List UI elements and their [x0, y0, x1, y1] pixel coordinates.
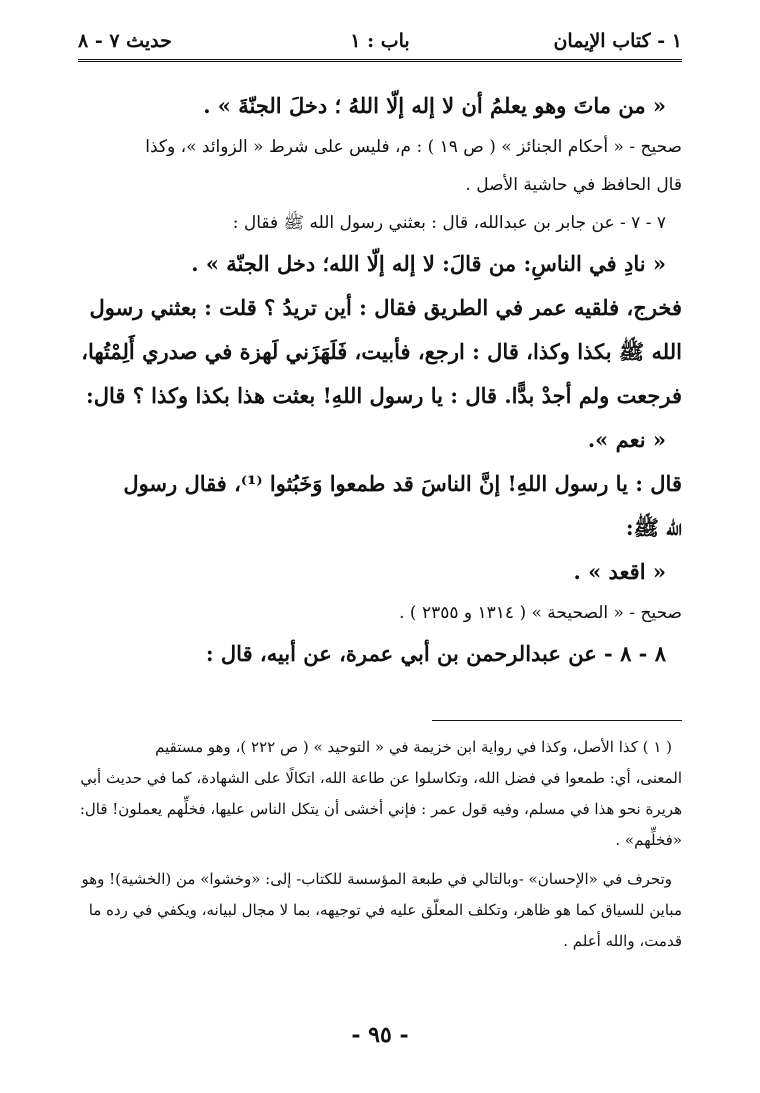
header-rule	[78, 59, 682, 62]
text-line: الله ﷺ بكذا وكذا، قال : ارجع، فأبيت، فَلَهَزَني لَهزة في صدري أَلِمْتُها،	[81, 339, 682, 364]
footnote-line: هريرة نحو هذا في مسلم، وفيه قول عمر : فإني أخشى أن يتكل الناس عليها، فخلِّهم يعملون! قال:	[79, 800, 682, 818]
page-number: - ٩٥ -	[351, 1022, 409, 1048]
footnote-line: المعنى، أي: طمعوا في فضل الله، وتكاسلوا عن طاعة الله، اتكالًا على الشهادة، كما في حديث أبي	[80, 769, 682, 787]
footnote-rule	[432, 720, 682, 721]
text-line: الله ﷺ:	[625, 515, 682, 540]
grading-line: صحيح - « الصحيحة » ( ١٣١٤ و ٢٣٥٥ ) .	[399, 603, 682, 623]
text-line: « اقعد » .	[573, 559, 666, 584]
hadith-heading: ٧ - ٧ - عن جابر بن عبدالله، قال : بعثني رسول الله ﷺ فقال :	[232, 213, 666, 233]
footnote-line: «فخلِّهم» .	[615, 831, 682, 849]
text-line: صحيح - « أحكام الجنائز » ( ص ١٩ ) : م، فليس على شرط « الزوائد »، وكذا	[145, 137, 682, 157]
main-text	[78, 84, 682, 676]
text-line: « من ماتَ وهو يعلمُ أن لا إله إلّا اللهُ ؛ دخلَ الجنّةَ » .	[203, 93, 666, 118]
text-line: « نادِ في الناسِ: من قالَ: لا إله إلّا الله؛ دخل الجنّة » .	[191, 251, 666, 276]
text-line: قال : يا رسول اللهِ! إنَّ الناسَ قد طمعوا وَخَبُثوا ⁽¹⁾، فقال رسول	[123, 471, 682, 496]
chapter-title: ١ - كتاب الإيمان	[553, 30, 682, 52]
footnote-line: ( ١ ) كذا الأصل، وكذا في رواية ابن خزيمة في « التوحيد » ( ص ٢٢٢ )، وهو مستقيم	[155, 738, 672, 756]
section-label: باب : ١	[350, 30, 410, 52]
text-line: فرجعت ولم أجدْ بدًّا. قال : يا رسول اللهِ! بعثت هذا بكذا وكذا ؟ قال:	[85, 383, 682, 408]
hadith-range: حديث ٧ - ٨	[78, 30, 172, 52]
text-line: فخرج، فلقيه عمر في الطريق فقال : أين تريدُ ؟ قلت : بعثني رسول	[89, 295, 682, 320]
running-header	[78, 26, 682, 62]
text-line: قال الحافظ في حاشية الأصل .	[465, 175, 682, 195]
footnotes	[78, 732, 682, 957]
footnote-line: قدمت، والله أعلم .	[563, 932, 682, 950]
hadith-heading: ٨ - ٨ - عن عبدالرحمن بن أبي عمرة، عن أبيه، قال :	[205, 641, 666, 666]
footnote-line: مباين للسياق كما هو ظاهر، وتكلف المعلّق عليه في توجيهه، بما لا مجال لبيانه، ويكفي في رده ما	[88, 901, 682, 919]
text-line: « نعم ».	[587, 427, 666, 452]
footnote-line: وتحرف في «الإحسان» -وبالتالي في طبعة المؤسسة للكتاب- إلى: «وخشوا» من (الخشية)! وهو	[81, 870, 672, 888]
